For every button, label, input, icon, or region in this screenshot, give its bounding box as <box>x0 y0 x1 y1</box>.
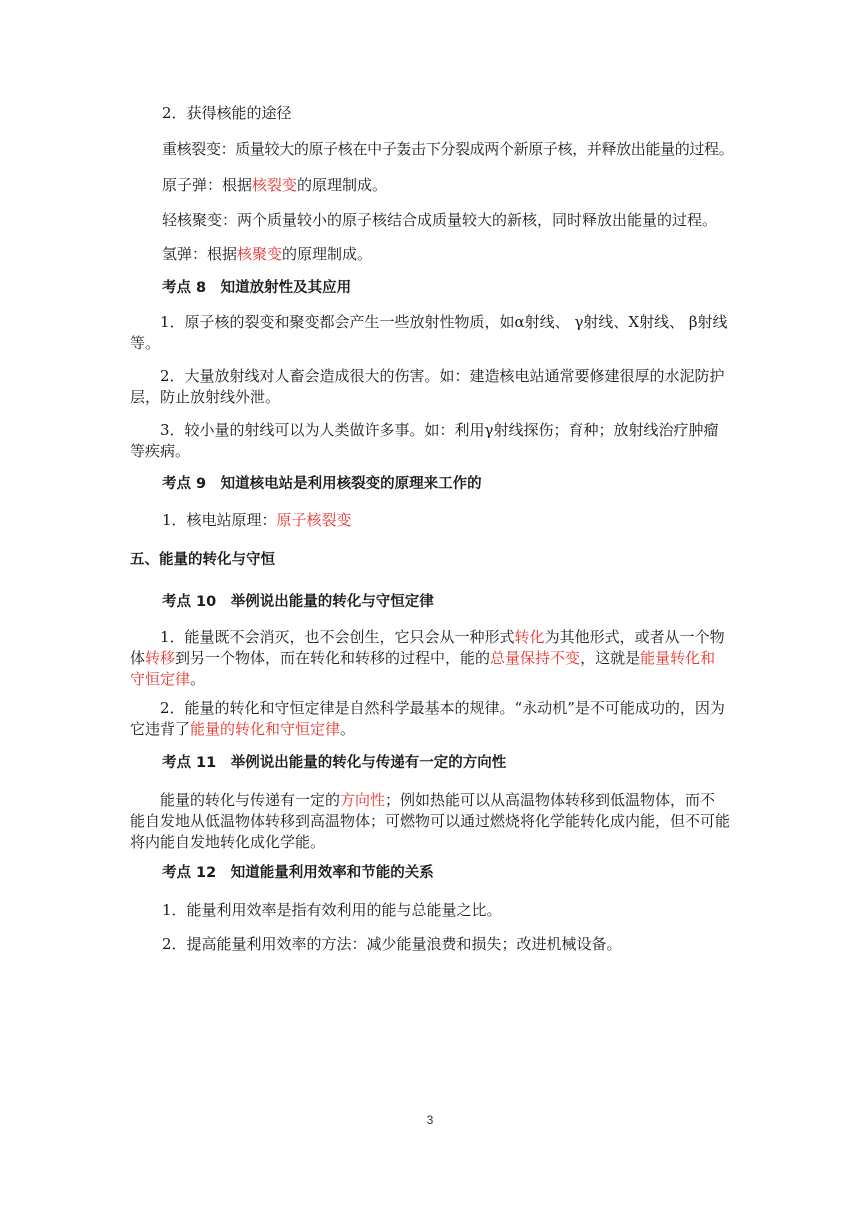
kaodian-8-heading: 考点 8 知道放射性及其应用 <box>162 280 352 296</box>
highlight-term: 总量保持不变 <box>490 649 581 667</box>
highlight-term: 方向性 <box>340 791 386 809</box>
text: 为其他形式，或者从一个物体 <box>130 628 725 667</box>
kaodian-10-heading: 考点 10 举例说出能量的转化与守恒定律 <box>162 594 434 610</box>
fusion-definition: 轻核聚变：两个质量较小的原子核结合成质量较大的新核，同时释放出能量的过程。 <box>162 211 718 229</box>
highlight-term: 转化 <box>514 628 545 646</box>
text: 。 <box>190 670 206 688</box>
text: 。 <box>340 720 356 738</box>
section-five-heading: 五、能量的转化与守恒 <box>130 552 275 568</box>
highlight-term: 原子核裂变 <box>276 511 352 529</box>
kaodian-12-heading: 考点 12 知道能量利用效率和节能的关系 <box>162 865 434 881</box>
subsection-title: 2．获得核能的途径 <box>162 104 292 122</box>
text: 的原理制成。 <box>282 245 373 263</box>
text: 1．核电站原理： <box>162 511 277 529</box>
kaodian-10-item-1 <box>130 627 730 690</box>
kaodian-8-item-1: 1．原子核的裂变和聚变都会产生一些放射性物质，如α射线、 γ射线、X射线、 β射线等。 <box>130 313 728 352</box>
highlight-term: 能量的转化和守恒定律 <box>190 720 341 738</box>
kaodian-8-item-2: 2．大量放射线对人畜会造成很大的伤害。如：建造核电站通常要修建很厚的水泥防护层，防止放射线外泄。 <box>130 367 725 406</box>
text: 到另一个物体，而在转化和转移的过程中，能的 <box>175 649 491 667</box>
kaodian-11-heading: 考点 11 举例说出能量的转化与传递有一定的方向性 <box>162 755 507 771</box>
atomic-bomb-line <box>162 175 387 196</box>
text: 1．能量既不会消灭，也不会创生，它只会从一种形式 <box>160 628 515 646</box>
text: ，这就是 <box>580 649 641 667</box>
text: 2．能量的转化和守恒定律是自然科学最基本的规律。“永动机”是不可能成功的，因为它违背了 <box>130 699 725 738</box>
highlight-term: 能量转化和守恒定律 <box>130 649 716 688</box>
hydrogen-bomb-line <box>162 244 372 265</box>
kaodian-12-item-1: 1．能量利用效率是指有效利用的能与总能量之比。 <box>162 901 502 919</box>
text: ；例如热能可以从高温物体转移到低温物体，而不能自发地从低温物体转移到高温物体；可燃物可以通过燃烧将化学能转化成内能，但不可能将内能自发地转化成化学能。 <box>130 791 731 851</box>
fission-definition: 重核裂变：质量较大的原子核在中子轰击下分裂成两个新原子核，并释放出能量的过程。 <box>162 140 734 158</box>
highlight-term: 转移 <box>145 649 176 667</box>
kaodian-12-item-2: 2．提高能量利用效率的方法：减少能量浪费和损失；改进机械设备。 <box>162 935 622 953</box>
kaodian-11-item-1 <box>130 790 730 853</box>
text: 原子弹：根据 <box>162 176 253 194</box>
kaodian-9-item-1 <box>162 510 352 531</box>
highlight-term: 核裂变 <box>252 176 298 194</box>
text: 氢弹：根据 <box>162 245 238 263</box>
kaodian-8-item-3: 3．较小量的射线可以为人类做许多事。如：利用γ射线探伤；育种；放射线治疗肿瘤等疾病。 <box>130 421 719 460</box>
kaodian-9-heading: 考点 9 知道核电站是利用核裂变的原理来工作的 <box>162 476 482 492</box>
page-number: 3 <box>426 1113 434 1127</box>
kaodian-10-item-2 <box>130 698 730 740</box>
highlight-term: 核聚变 <box>237 245 283 263</box>
text: 的原理制成。 <box>297 176 388 194</box>
text: 能量的转化与传递有一定的 <box>160 791 341 809</box>
